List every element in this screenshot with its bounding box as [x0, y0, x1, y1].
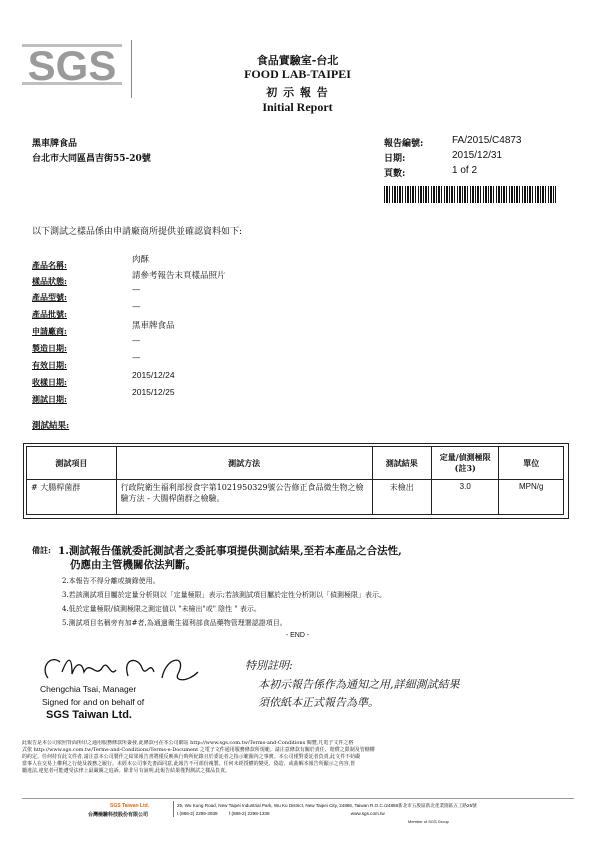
disclaimer-line: 屬違法,違犯者可能遭受法律上最嚴厲之追訴。除非另有說明,此報告結果僅對測試之樣品負責。 [22, 768, 231, 774]
footer-member: Member of SGS Group [408, 819, 449, 824]
intro-text: 以下測試之樣品係由申請廠商所提供並確認資料如下: [32, 227, 243, 237]
note-1b: 仍應由主管機關依法判斷。 [70, 559, 196, 571]
info-value: — [132, 302, 141, 312]
disclaimer-line: 此報告是本公司依照背面所印之通用服務條款所簽發,此條款可在本公司網站 http://www.sgs.com.tw/Terms-and-Conditions 閱覽,凡電子文件之格 [22, 740, 354, 746]
col-header: 測試項目 [27, 447, 117, 480]
footer-tel: t (886-2) 2299-3939 [177, 811, 218, 816]
table-row [27, 480, 564, 515]
results-table [26, 446, 564, 515]
info-label: 測試日期: [32, 394, 67, 404]
info-label: 樣品狀態: [32, 276, 67, 286]
signature-image [38, 648, 208, 688]
report-no-label: 報告編號: [384, 139, 424, 149]
signer-company: SGS Taiwan Ltd. [46, 709, 132, 721]
cell-unit: MPN/g [499, 480, 564, 515]
handwritten-line-1: 特別註明: [245, 659, 293, 672]
info-value: — [132, 353, 141, 363]
lab-title-en: FOOD LAB-TAIPEI [244, 67, 351, 81]
disclaimer-line: 當事人在交易上權利之行使及義務之履行。未經本公司事先書面同意,此報告不可部份複製。任何未經授權的變更、偽造、或曲解本報告所顯示之內容,皆 [22, 761, 356, 767]
report-title-zh: 初 示 報 告 [266, 86, 329, 99]
page-count: 1 of 2 [452, 165, 478, 176]
info-label: 申請廠商: [32, 326, 67, 336]
footer-rule [22, 798, 574, 799]
notes-prefix: 備註: [32, 545, 51, 555]
col-header: 單位 [499, 447, 564, 480]
info-label: 有效日期: [32, 360, 67, 370]
report-date: 2015/12/31 [452, 150, 503, 161]
cell-item: # 大腸桿菌群 [27, 480, 117, 515]
lab-title-zh: 食品實驗室-台北 [256, 54, 339, 67]
info-value: 2015/12/24 [132, 370, 175, 380]
info-value: — [132, 336, 141, 346]
end-marker: - END - [285, 632, 310, 639]
info-value: 黑車牌食品 [132, 321, 175, 331]
cell-method: 行政院衛生福利部授食字第1021950329號公告修正食品微生物之檢驗方法 - 大腸桿菌群之檢驗。 [116, 480, 372, 515]
info-label: 製造日期: [32, 343, 67, 353]
handwritten-line-3: 須依紙本正式報告為準。 [258, 696, 379, 709]
note-1a: 1.測試報告僅就委託測試者之委託事項提供測試結果,至若本產品之合法性, [58, 545, 402, 557]
report-date-label: 日期: [384, 154, 406, 164]
footer-contacts [177, 811, 385, 816]
note-4: 4.低於定量極限/偵測極限之測定值以 "未檢出"或" 陰性 " 表示。 [62, 605, 261, 613]
footer-web: www.sgs.com.tw [350, 811, 385, 816]
note-2: 2.本報告不得分離或摘錄使用。 [62, 577, 160, 585]
disclaimer-line: 式依 http://www.sgs.com.tw/Terms-and-Conditions/Terms-e-Document 之電子文件通用服務條款所規範。請注意條款有關於責任、賠償之限制及管轄權 [22, 747, 375, 753]
footer-fax: f (886-2) 2298-1338 [228, 811, 270, 816]
report-no: FA/2015/C4873 [452, 135, 522, 146]
cell-limit: 3.0 [431, 480, 499, 515]
signer-name: Chengchia Tsai, Manager [40, 684, 137, 694]
col-header: 測試結果 [372, 447, 431, 480]
address-zh: 24886新北市五股區新北產業園區五工路25號 [385, 803, 477, 808]
info-label: 收樣日期: [32, 377, 67, 387]
footer-address [177, 803, 477, 809]
footer-company-zh: 台灣檢驗科技股份有限公司 [88, 812, 149, 818]
info-value: 2015/12/25 [132, 387, 175, 397]
report-title-en: Initial Report [262, 100, 333, 114]
note-3: 3.若該測試項目屬於定量分析則以「定量極限」表示;若該測試項目屬於定性分析則以「偵測極限」表示。 [62, 591, 387, 599]
info-value: 肉酥 [132, 255, 150, 265]
logo-text: SGS [27, 42, 117, 89]
col-header: 測試方法 [116, 447, 372, 480]
barcode [384, 186, 556, 203]
table-header-row [27, 447, 564, 480]
footer-divider [173, 801, 174, 817]
client-address: 台北市大同區昌吉街55-20號 [32, 154, 151, 164]
info-row [32, 387, 175, 406]
info-label: 產品批號: [32, 309, 67, 319]
cell-result: 未檢出 [372, 480, 431, 515]
footer-company-en: SGS Taiwan Ltd. [110, 803, 150, 809]
client-name: 黑車牌食品 [32, 139, 78, 149]
info-label: 產品名稱: [32, 260, 67, 270]
note-5: 5.測試項目名稱旁有加#者,為通過衛生福利部食品藥物管理署認證項目。 [62, 619, 287, 627]
footer-disclaimer [22, 740, 574, 775]
results-title: 測試結果: [32, 421, 70, 431]
info-value: 請參考報告末頁樣品照片 [132, 271, 226, 281]
col-header: 定量/偵測極限(註3) [431, 447, 499, 480]
info-value: — [132, 285, 141, 295]
signed-for: Signed for and on behalf of [42, 697, 145, 707]
address-en: 25, Wu Kung Road, New Taipei Industrial Park, Wu Ku District, New Taipei City, 24886, Taiwan R.O.C./ [177, 803, 386, 808]
disclaimer-line: 的約定。任何持有此文件者,請注意本公司製作之結果報告書將僅反映執行時所紀錄且於委託者之指示範圍內之事實。本公司僅對委託者負責,此文件不妨礙 [22, 754, 361, 760]
info-label: 產品型號: [32, 292, 67, 302]
handwritten-line-2: 本初示報告係作為通知之用,詳細測試結果 [258, 678, 460, 691]
page-count-label: 頁數: [384, 169, 406, 179]
